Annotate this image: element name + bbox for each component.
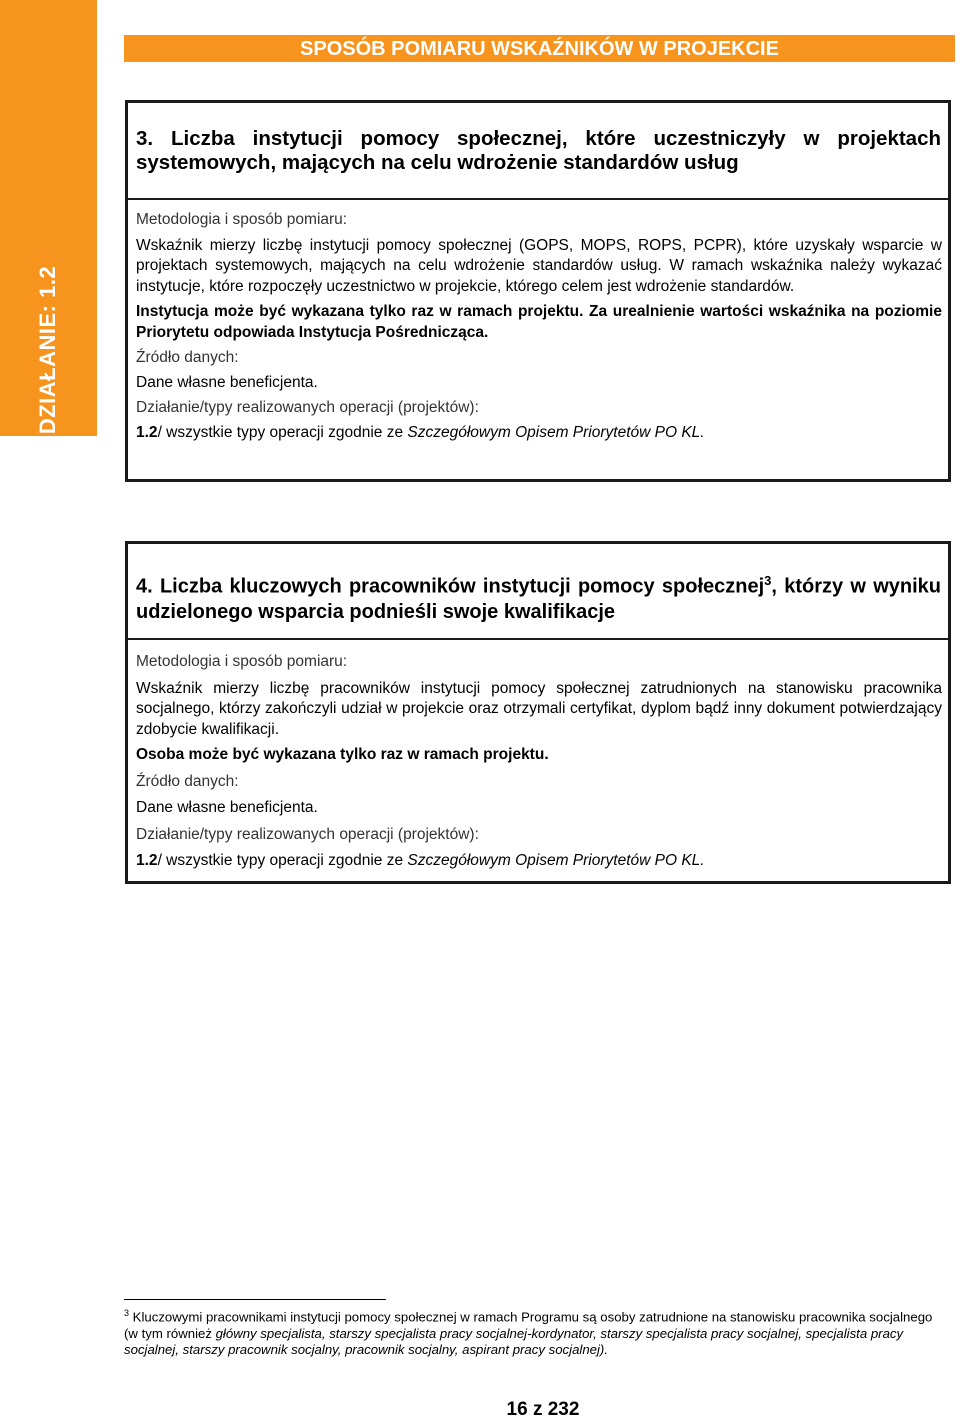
- operations-text: / wszystkie typy operacji zgodnie ze: [157, 852, 408, 869]
- source-text: Dane własne beneficjenta.: [136, 799, 318, 816]
- section-label: DZIAŁANIE: 1.2: [35, 265, 60, 435]
- method-label: Metodologia i sposób pomiaru:: [136, 653, 348, 670]
- indicator-number: 4.: [136, 575, 153, 598]
- operations-line: [136, 851, 942, 872]
- footnote-separator: [124, 1299, 386, 1300]
- method-note: Osoba może być wykazana tylko raz w ramach projektu.: [136, 746, 549, 763]
- section-side-tab: [0, 0, 97, 436]
- indicator-heading: [128, 544, 948, 640]
- indicator-title: Liczba kluczowych pracowników instytucji pomocy społecznej: [159, 575, 765, 598]
- indicator-title: Liczba instytucji pomocy społecznej, które uczestniczyły w projektach systemowych, mających na celu wdrożenie standardów usług: [136, 127, 941, 174]
- method-note: Instytucja może być wykazana tylko raz w ramach projektu. Za urealnienie wartości wskaźnika na poziomie Priorytetu odpowiada Instytucja Pośrednicząca.: [136, 303, 942, 341]
- footnote: [124, 1305, 946, 1359]
- indicator-box-4: [125, 541, 951, 884]
- method-text: Wskaźnik mierzy liczbę instytucji pomocy społecznej (GOPS, MOPS, ROPS, PCPR), które uzyskały wsparcie w projektach systemowych, mających na celu wdrożenie standardów usług. W ramach wskaźnika należy wykazać instytucje, które rozpoczęły uczestnictwo w projekcie, którego celem jest wdrożenie standardów.: [136, 236, 942, 295]
- footnote-plain-text: Kluczowymi pracownikami instytucji pomocy społecznej w ramach Programu są osoby zatrudnione na stanowisku pracownika socjalnego (w tym również: [124, 1309, 933, 1341]
- indicator-body: [128, 200, 948, 443]
- header-banner: [124, 35, 955, 62]
- method-text: Wskaźnik mierzy liczbę pracowników instytucji pomocy społecznej zatrudnionych na stanowisku pracownika socjalnego, którzy zakończyli udział w projekcie oraz otrzymali certyfikat, dyplom bądź inny dokument potwierdzający zdobycie kwalifikacji.: [136, 679, 942, 738]
- indicator-number: 3.: [136, 127, 154, 150]
- footnote-marker: 3: [124, 1308, 130, 1318]
- source-label: Źródło danych:: [136, 349, 239, 366]
- operations-code: 1.2: [136, 423, 158, 441]
- footnote-italic-text: główny specjalista, starszy specjalista pracy socjalnej-kordynator, starszy specjalista pracy socjalnej, specjalista pracy socjalnej, starszy pracownik socjalny, pracownik socjalny, aspirant pracy socjalnej).: [124, 1325, 904, 1358]
- indicator-box-3: [125, 100, 951, 482]
- indicator-body: [128, 640, 948, 872]
- operations-label: Działanie/typy realizowanych operacji (projektów):: [136, 825, 479, 843]
- operations-document: Szczegółowym Opisem Priorytetów PO KL.: [407, 423, 705, 441]
- method-label: Metodologia i sposób pomiaru:: [136, 211, 348, 228]
- page-number: 16 z 232: [506, 1399, 580, 1420]
- source-text: Dane własne beneficjenta.: [136, 373, 318, 391]
- operations-line: [136, 423, 942, 444]
- operations-code: 1.2: [136, 852, 158, 869]
- footnote-reference: 3: [764, 573, 772, 588]
- footnote-text: [124, 1305, 946, 1359]
- indicator-heading: [128, 103, 948, 200]
- operations-label: Działanie/typy realizowanych operacji (projektów):: [136, 399, 479, 416]
- operations-text: / wszystkie typy operacji zgodnie ze: [157, 423, 408, 441]
- operations-document: Szczegółowym Opisem Priorytetów PO KL.: [407, 852, 705, 869]
- page-title: SPOSÓB POMIARU WSKAŹNIKÓW W PROJEKCIE: [300, 38, 779, 60]
- source-label: Źródło danych:: [136, 772, 239, 790]
- indicator-title-continued: , którzy w wyniku udzielonego wsparcia podnieśli swoje kwalifikacje: [136, 575, 941, 623]
